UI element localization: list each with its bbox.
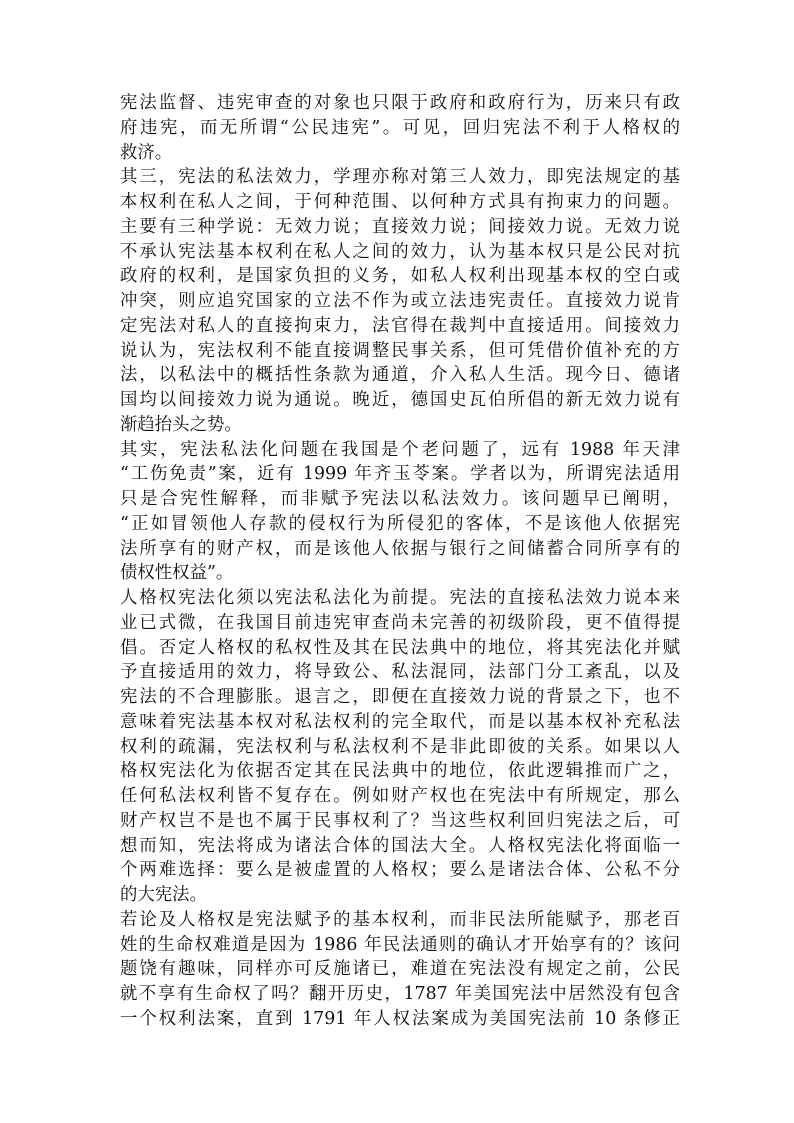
- text-line: 姓的生命权难道是因为 1986 年民法通则的确认才开始享有的？该问: [120, 934, 680, 955]
- text-line: 府违宪，而无所谓“公民违宪”。可见，回归宪法不利于人格权的: [120, 117, 680, 138]
- body-text: [120, 91, 680, 1032]
- text-line: 法，以私法中的概括性条款为通道，介入私人生活。现今日、德诸: [120, 365, 680, 386]
- text-line: “工伤免责”案，近有 1999 年齐玉苓案。学者以为，所谓宪法适用: [120, 464, 680, 485]
- text-line: 渐趋抬头之势。: [120, 414, 242, 435]
- text-line: 任何私法权利皆不复存在。例如财产权也在宪法中有所规定，那么: [120, 786, 680, 806]
- text-line: 只是合宪性解释，而非赋予宪法以私法效力。该问题早已阐明，: [120, 489, 680, 509]
- text-line: 若论及人格权是宪法赋予的基本权利，而非民法所能赋予，那老百: [120, 909, 680, 930]
- text-line: 个两难选择：要么是被虚置的人格权；要么是诸法合体、公私不分: [120, 860, 680, 881]
- text-line: 债权性权益”。: [120, 563, 234, 584]
- text-line: 宪法监督、违宪审查的对象也只限于政府和政府行为，历来只有政: [120, 93, 680, 113]
- text-line: 权利的疏漏，宪法权利与私法权利不是非此即彼的关系。如果以人: [120, 736, 680, 757]
- text-line: 说认为，宪法权利不能直接调整民事关系，但可凭借价值补充的方: [120, 340, 680, 361]
- text-line: 格权宪法化为依据否定其在民法典中的地位，依此逻辑推而广之，: [120, 761, 680, 782]
- text-line: 冲突，则应追究国家的立法不作为或立法违宪责任。直接效力说肯: [120, 291, 680, 311]
- text-line: 财产权岂不是也不属于民事权利了？当这些权利回归宪法之后，可: [120, 810, 680, 831]
- text-line: 宪法的不合理膨胀。退言之，即便在直接效力说的背景之下，也不: [120, 687, 680, 707]
- text-line: 定宪法对私人的直接拘束力，法官得在裁判中直接适用。间接效力: [120, 315, 680, 336]
- text-line: 予直接适用的效力，将导致公、私法混同，法部门分工紊乱，以及: [120, 662, 680, 683]
- text-line: 救济。: [120, 142, 173, 163]
- text-line: 不承认宪法基本权利在私人之间的效力，认为基本权只是公民对抗: [120, 241, 680, 262]
- text-line: 业已式微，在我国目前违宪审查尚未完善的初级阶段，更不值得提: [120, 612, 680, 633]
- text-line: 意味着宪法基本权对私法权利的完全取代，而是以基本权补充私法: [120, 711, 680, 732]
- text-line: 其实，宪法私法化问题在我国是个老问题了，远有 1988 年天津: [120, 439, 680, 460]
- text-line: 的大宪法。: [120, 885, 207, 905]
- text-line: 想而知，宪法将成为诸法合体的国法大全。人格权宪法化将面临一: [120, 835, 680, 856]
- text-line: 题饶有趣味，同样亦可反施诸已，难道在宪法没有规定之前，公民: [120, 959, 680, 980]
- text-line: 政府的权利，是国家负担的义务，如私人权利出现基本权的空白或: [120, 266, 680, 287]
- text-line: 人格权宪法化须以宪法私法化为前提。宪法的直接私法效力说本来: [120, 588, 680, 608]
- text-line: 本权利在私人之间，于何种范围、以何种方式具有拘束力的问题。: [120, 192, 680, 212]
- text-line: 法所享有的财产权，而是该他人依据与银行之间储蓄合同所享有的: [120, 538, 680, 559]
- text-line: 就不享有生命权了吗？翻开历史，1787 年美国宪法中居然没有包含: [120, 984, 680, 1004]
- text-line: 主要有三种学说：无效力说；直接效力说；间接效力说。无效力说: [120, 216, 680, 237]
- text-line: “正如冒领他人存款的侵权行为所侵犯的客体，不是该他人依据宪: [120, 513, 680, 534]
- text-line: 其三，宪法的私法效力，学理亦称对第三人效力，即宪法规定的基: [120, 167, 680, 188]
- text-line: 一个权利法案，直到 1791 年人权法案成为美国宪法前 10 条修正: [120, 1008, 680, 1029]
- text-line: 国均以间接效力说为通说。晚近，德国史瓦伯所倡的新无效力说有: [120, 390, 680, 410]
- text-line: 倡。否定人格权的私权性及其在民法典中的地位，将其宪法化并赋: [120, 637, 680, 658]
